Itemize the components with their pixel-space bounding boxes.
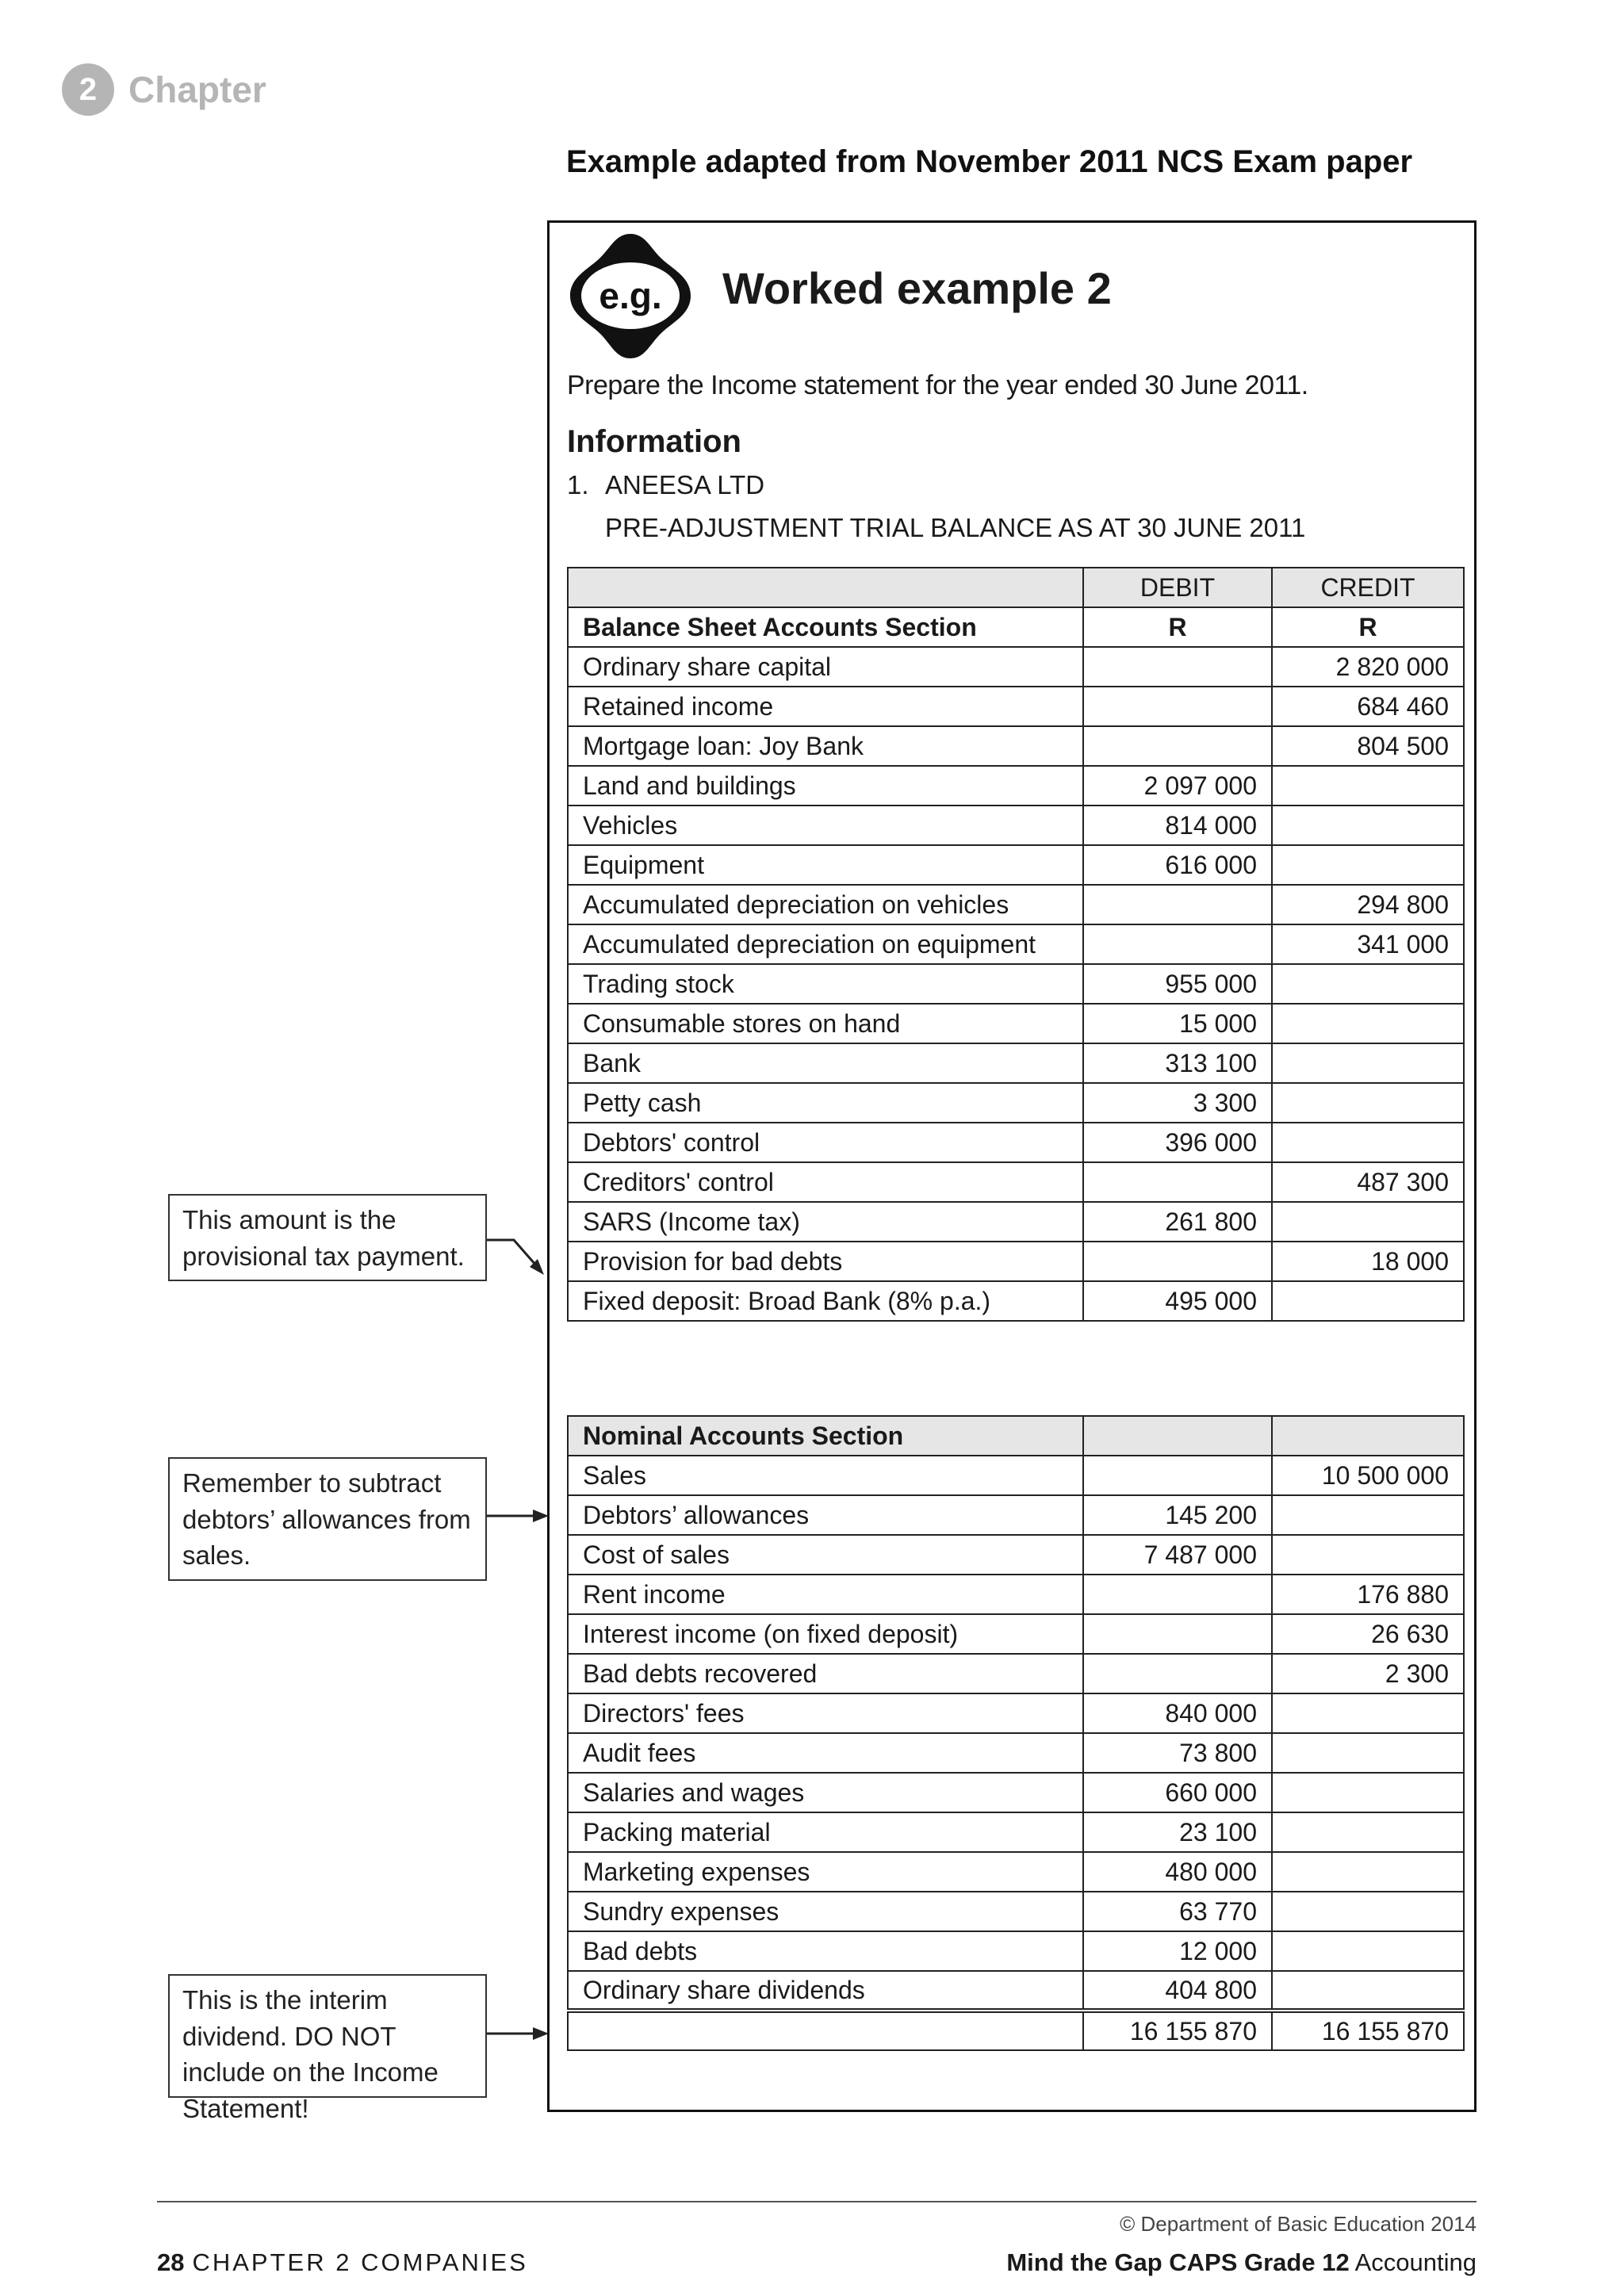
info-item-company [567, 470, 764, 500]
table-row [568, 1931, 1464, 1971]
table-row [568, 1773, 1464, 1812]
credit-cell [1272, 766, 1464, 806]
table-row [568, 1812, 1464, 1852]
arrow-icon [485, 2024, 552, 2043]
debit-cell: 404 800 [1083, 1971, 1272, 2011]
table-row [568, 845, 1464, 885]
debit-cell [1083, 1242, 1272, 1281]
chapter-tag [62, 63, 266, 116]
arrow-icon [485, 1506, 552, 1525]
bs-section-label: Balance Sheet Accounts Section [568, 607, 1083, 647]
credit-cell [1272, 1202, 1464, 1242]
credit-cell: 487 300 [1272, 1162, 1464, 1202]
table-header-row [568, 568, 1464, 607]
credit-cell [1272, 1083, 1464, 1123]
debit-cell: 840 000 [1083, 1693, 1272, 1733]
account-cell: Bad debts recovered [568, 1654, 1083, 1693]
table-row [568, 1495, 1464, 1535]
table-row [568, 924, 1464, 964]
account-cell: Ordinary share dividends [568, 1971, 1083, 2011]
debit-cell: 3 300 [1083, 1083, 1272, 1123]
account-cell: Consumable stores on hand [568, 1004, 1083, 1043]
totals-row [568, 2011, 1464, 2050]
account-cell: Interest income (on fixed deposit) [568, 1614, 1083, 1654]
debit-cell: 23 100 [1083, 1812, 1272, 1852]
company-name: ANEESA LTD [605, 470, 765, 499]
debit-cell: 12 000 [1083, 1931, 1272, 1971]
table-row [568, 1242, 1464, 1281]
account-cell: Trading stock [568, 964, 1083, 1004]
account-cell: Creditors' control [568, 1162, 1083, 1202]
account-cell: Sundry expenses [568, 1892, 1083, 1931]
credit-cell: 2 820 000 [1272, 647, 1464, 687]
table-row [568, 1733, 1464, 1773]
debit-cell: 73 800 [1083, 1733, 1272, 1773]
debit-cell: 63 770 [1083, 1892, 1272, 1931]
account-cell: Accumulated depreciation on equipment [568, 924, 1083, 964]
credit-cell [1272, 964, 1464, 1004]
account-cell: Cost of sales [568, 1535, 1083, 1575]
credit-cell [1272, 845, 1464, 885]
account-cell: SARS (Income tax) [568, 1202, 1083, 1242]
account-cell: Mortgage loan: Joy Bank [568, 726, 1083, 766]
info-item-number: 1. [567, 470, 589, 499]
table-row [568, 1043, 1464, 1083]
table-row [568, 1971, 1464, 2011]
section-header-row [568, 607, 1464, 647]
subject-name: Accounting [1354, 2248, 1477, 2276]
debit-cell: 7 487 000 [1083, 1535, 1272, 1575]
credit-cell [1272, 1892, 1464, 1931]
debit-cell [1083, 726, 1272, 766]
table-row [568, 1123, 1464, 1162]
table-row [568, 1281, 1464, 1321]
chapter-footer-text: CHAPTER 2 COMPANIES [192, 2248, 528, 2276]
debit-cell [1083, 647, 1272, 687]
table-row [568, 1004, 1464, 1043]
chapter-number-badge: 2 [62, 63, 114, 116]
account-cell: Packing material [568, 1812, 1083, 1852]
debit-cell [1083, 924, 1272, 964]
account-cell: Directors' fees [568, 1693, 1083, 1733]
table-row [568, 726, 1464, 766]
header-account-cell [568, 568, 1083, 607]
debit-cell: 2 097 000 [1083, 766, 1272, 806]
account-cell: Audit fees [568, 1733, 1083, 1773]
credit-cell [1272, 1971, 1464, 2011]
balance-sheet-table [567, 567, 1465, 1322]
table-row [568, 1456, 1464, 1495]
trial-balance-subtitle: PRE-ADJUSTMENT TRIAL BALANCE AS AT 30 JUNE 2011 [605, 513, 1306, 542]
page-number: 28 [157, 2248, 185, 2276]
copyright-notice: © Department of Basic Education 2014 [1120, 2212, 1477, 2236]
debit-cell: 313 100 [1083, 1043, 1272, 1083]
table-row [568, 687, 1464, 726]
credit-cell [1272, 1123, 1464, 1162]
credit-cell [1272, 1693, 1464, 1733]
account-cell: Marketing expenses [568, 1852, 1083, 1892]
eg-logo-icon [567, 231, 694, 362]
credit-cell [1272, 1535, 1464, 1575]
table-row [568, 885, 1464, 924]
table-row [568, 1575, 1464, 1614]
credit-cell [1272, 1812, 1464, 1852]
debit-cell [1083, 1614, 1272, 1654]
credit-currency: R [1272, 607, 1464, 647]
credit-cell: 341 000 [1272, 924, 1464, 964]
credit-cell [1272, 1773, 1464, 1812]
table-row [568, 1083, 1464, 1123]
account-cell: Provision for bad debts [568, 1242, 1083, 1281]
header-credit: CREDIT [1272, 568, 1464, 607]
account-cell: Vehicles [568, 806, 1083, 845]
debit-cell: 396 000 [1083, 1123, 1272, 1162]
side-note-interim-dividend: This is the interim dividend. DO NOT include on the Income Statement! [168, 1974, 487, 2098]
worked-example-box [547, 220, 1477, 2112]
table-row [568, 647, 1464, 687]
account-cell: Bad debts [568, 1931, 1083, 1971]
arrow-icon [485, 1229, 552, 1276]
debit-cell: 480 000 [1083, 1852, 1272, 1892]
account-cell: Debtors' control [568, 1123, 1083, 1162]
account-cell: Accumulated depreciation on vehicles [568, 885, 1083, 924]
debit-cell: 814 000 [1083, 806, 1272, 845]
account-cell: Rent income [568, 1575, 1083, 1614]
account-cell: Salaries and wages [568, 1773, 1083, 1812]
credit-cell [1272, 1733, 1464, 1773]
table-row [568, 1693, 1464, 1733]
debit-cell [1083, 885, 1272, 924]
table-row [568, 1202, 1464, 1242]
credit-cell: 684 460 [1272, 687, 1464, 726]
section-header-row [568, 1416, 1464, 1456]
account-cell: Debtors’ allowances [568, 1495, 1083, 1535]
debit-cell: 616 000 [1083, 845, 1272, 885]
debit-cell [1083, 1575, 1272, 1614]
example-prompt: Prepare the Income statement for the year ended 30 June 2011. [567, 370, 1308, 400]
credit-cell [1272, 1852, 1464, 1892]
debit-cell: 15 000 [1083, 1004, 1272, 1043]
table-row [568, 1852, 1464, 1892]
chapter-label: Chapter [128, 69, 266, 110]
account-cell: Fixed deposit: Broad Bank (8% p.a.) [568, 1281, 1083, 1321]
empty-cell [1083, 1416, 1272, 1456]
header-debit: DEBIT [1083, 568, 1272, 607]
debit-cell: 261 800 [1083, 1202, 1272, 1242]
total-credit: 16 155 870 [1272, 2011, 1464, 2050]
credit-cell [1272, 1043, 1464, 1083]
debit-cell: 660 000 [1083, 1773, 1272, 1812]
credit-cell: 26 630 [1272, 1614, 1464, 1654]
account-cell: Ordinary share capital [568, 647, 1083, 687]
footer-divider [157, 2201, 1477, 2202]
worked-example-title: Worked example 2 [722, 263, 1112, 313]
empty-cell [568, 2011, 1083, 2050]
eg-logo-text: e.g. [599, 275, 662, 316]
page-footer-right [1006, 2248, 1477, 2277]
credit-cell: 176 880 [1272, 1575, 1464, 1614]
empty-cell [1272, 1416, 1464, 1456]
credit-cell: 10 500 000 [1272, 1456, 1464, 1495]
credit-cell [1272, 1281, 1464, 1321]
account-cell: Equipment [568, 845, 1083, 885]
account-cell: Petty cash [568, 1083, 1083, 1123]
credit-cell [1272, 806, 1464, 845]
table-row [568, 1892, 1464, 1931]
nominal-accounts-table [567, 1415, 1465, 2051]
table-row [568, 806, 1464, 845]
account-cell: Sales [568, 1456, 1083, 1495]
account-cell: Land and buildings [568, 766, 1083, 806]
debit-cell: 495 000 [1083, 1281, 1272, 1321]
table-row [568, 1535, 1464, 1575]
credit-cell: 294 800 [1272, 885, 1464, 924]
example-source-heading: Example adapted from November 2011 NCS Exam paper [566, 144, 1413, 179]
nominal-section-label: Nominal Accounts Section [568, 1416, 1083, 1456]
debit-cell [1083, 1654, 1272, 1693]
table-row [568, 964, 1464, 1004]
debit-cell [1083, 687, 1272, 726]
debit-currency: R [1083, 607, 1272, 647]
side-note-debtors-allowances: Remember to subtract debtors’ allowances from sales. [168, 1457, 487, 1581]
account-cell: Bank [568, 1043, 1083, 1083]
total-debit: 16 155 870 [1083, 2011, 1272, 2050]
table-row [568, 1654, 1464, 1693]
debit-cell [1083, 1456, 1272, 1495]
debit-cell: 955 000 [1083, 964, 1272, 1004]
side-note-provisional-tax: This amount is the provisional tax payment. [168, 1194, 487, 1281]
credit-cell [1272, 1004, 1464, 1043]
information-heading: Information [567, 424, 741, 459]
account-cell: Retained income [568, 687, 1083, 726]
credit-cell: 2 300 [1272, 1654, 1464, 1693]
table-row [568, 1162, 1464, 1202]
table-row [568, 766, 1464, 806]
credit-cell [1272, 1495, 1464, 1535]
book-title: Mind the Gap CAPS Grade 12 [1006, 2248, 1350, 2276]
credit-cell: 804 500 [1272, 726, 1464, 766]
credit-cell [1272, 1931, 1464, 1971]
debit-cell: 145 200 [1083, 1495, 1272, 1535]
debit-cell [1083, 1162, 1272, 1202]
table-row [568, 1614, 1464, 1654]
credit-cell: 18 000 [1272, 1242, 1464, 1281]
page-footer-left [157, 2248, 528, 2277]
